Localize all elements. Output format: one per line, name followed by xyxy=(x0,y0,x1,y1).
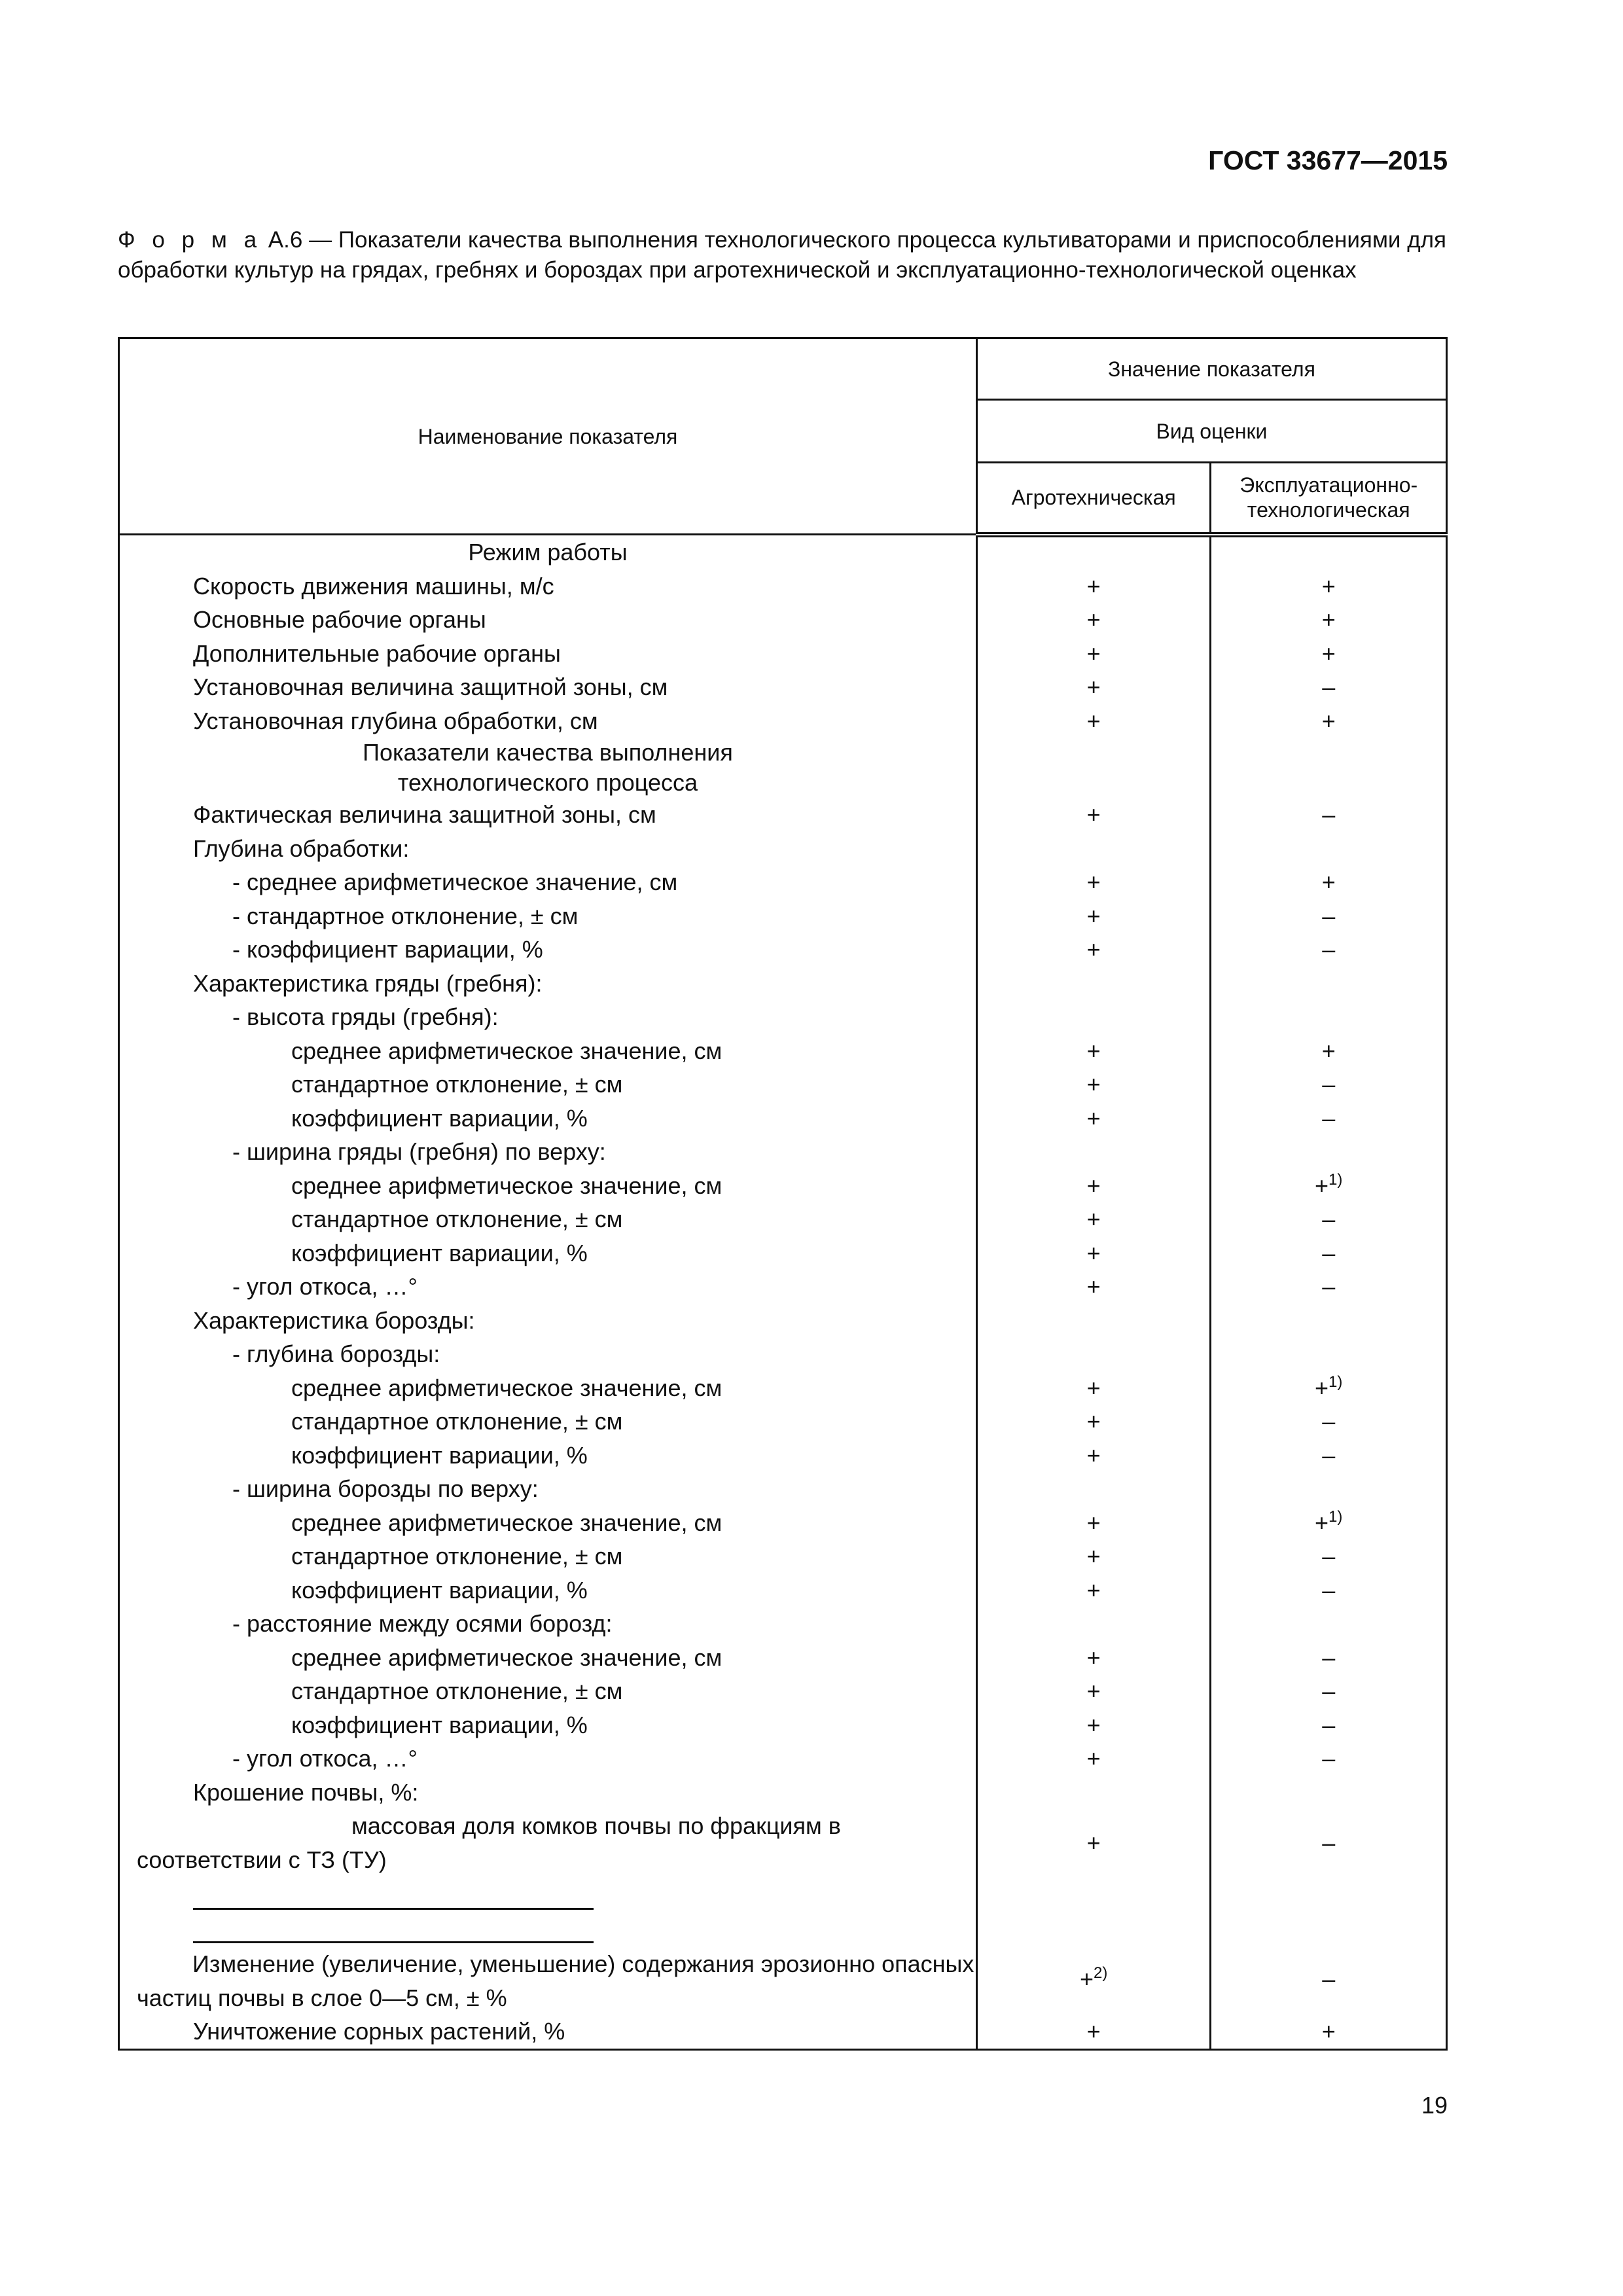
subgroup-label: - расстояние между осями борозд: xyxy=(119,1607,977,1641)
agro-value: + xyxy=(976,1439,1210,1473)
indicator-label: стандартное отклонение, ± см xyxy=(119,1539,977,1573)
expl-value xyxy=(1211,1337,1447,1371)
agro-value: + xyxy=(976,670,1210,704)
group-label: Крошение почвы, %: xyxy=(119,1776,977,1810)
agro-value: + xyxy=(976,1169,1210,1203)
agro-value: + xyxy=(976,1270,1210,1304)
expl-value: – xyxy=(1211,1202,1447,1236)
expl-value-with-note xyxy=(1211,1169,1447,1203)
footnote-mark: 1) xyxy=(1329,1507,1343,1526)
indicator-label: - среднее арифметическое значение, см xyxy=(119,865,977,899)
agro-value: + xyxy=(976,1742,1210,1776)
indicator-label: коэффициент вариации, % xyxy=(119,1236,977,1270)
group-label: Глубина обработки: xyxy=(119,832,977,866)
footnote-mark: 1) xyxy=(1329,1372,1343,1391)
expl-value: – xyxy=(1211,1809,1447,1876)
agro-value: + xyxy=(976,1202,1210,1236)
expl-value: + xyxy=(1211,569,1447,603)
indicator-label: стандартное отклонение, ± см xyxy=(119,1405,977,1439)
indicator-label: стандартное отклонение, ± см xyxy=(119,1202,977,1236)
agro-value xyxy=(976,738,1210,798)
indicator-label: среднее арифметическое значение, см xyxy=(119,1169,977,1203)
subgroup-label: - ширина борозды по верху: xyxy=(119,1472,977,1506)
indicator-label: среднее арифметическое значение, см xyxy=(119,1371,977,1405)
agro-value: + xyxy=(976,1067,1210,1102)
agro-value xyxy=(976,1776,1210,1810)
indicator-label: стандартное отклонение, ± см xyxy=(119,1067,977,1102)
blank-lines-cell xyxy=(119,1876,977,1943)
agro-blank xyxy=(976,1876,1210,1943)
section-title: Показатели качества выполнения технологического процесса xyxy=(119,738,977,798)
agro-value: + xyxy=(976,637,1210,671)
indicator-label: Изменение (увеличение, уменьшение) содержания эрозионно опасных частиц почвы в слое 0—5 см, ± % xyxy=(119,1943,977,2015)
expl-value xyxy=(1211,1607,1447,1641)
agro-value xyxy=(976,1472,1210,1506)
indicator-label: Установочная величина защитной зоны, см xyxy=(119,670,977,704)
standard-designation: ГОСТ 33677—2015 xyxy=(1208,145,1448,175)
expl-value: – xyxy=(1211,670,1447,704)
agro-value: + xyxy=(976,1809,1210,1876)
expl-blank xyxy=(1211,1876,1447,1943)
agro-value xyxy=(976,832,1210,866)
expl-value xyxy=(1211,1304,1447,1338)
agro-value: + xyxy=(976,1708,1210,1742)
indicator-label: - коэффициент вариации, % xyxy=(119,933,977,967)
indicator-label: среднее арифметическое значение, см xyxy=(119,1034,977,1068)
expl-value: – xyxy=(1211,1405,1447,1439)
expl-value-with-note xyxy=(1211,1506,1447,1540)
indicator-label: Установочная глубина обработки, см xyxy=(119,704,977,738)
expl-value: – xyxy=(1211,1742,1447,1776)
agro-value: + xyxy=(976,933,1210,967)
expl-value: – xyxy=(1211,1270,1447,1304)
form-caption xyxy=(118,225,1446,285)
header-operational: Эксплуатационно-технологическая xyxy=(1211,463,1447,535)
blank-line xyxy=(193,1876,594,1910)
expl-value: – xyxy=(1211,1439,1447,1473)
header-agrotechnical: Агротехническая xyxy=(976,463,1210,535)
header-value-group: Значение показателя xyxy=(976,338,1446,400)
expl-value xyxy=(1211,1000,1447,1034)
agro-value: + xyxy=(976,1539,1210,1573)
expl-value xyxy=(1211,832,1447,866)
expl-value xyxy=(1211,738,1447,798)
expl-value xyxy=(1211,1135,1447,1169)
footnote-mark: 2) xyxy=(1094,1964,1108,1982)
expl-value: – xyxy=(1211,1943,1447,2015)
indicator-label: Дополнительные рабочие органы xyxy=(119,637,977,671)
expl-value: + xyxy=(1315,1509,1329,1536)
expl-value: – xyxy=(1211,1067,1447,1102)
page-number: 19 xyxy=(1421,2092,1448,2119)
agro-value xyxy=(976,1000,1210,1034)
subgroup-label: - ширина гряды (гребня) по верху: xyxy=(119,1135,977,1169)
expl-value: – xyxy=(1211,1102,1447,1136)
indicator-label: - стандартное отклонение, ± см xyxy=(119,899,977,933)
section-title: Режим работы xyxy=(119,535,977,569)
expl-value: – xyxy=(1211,899,1447,933)
agro-value: + xyxy=(976,569,1210,603)
caption-prefix: Ф о р м а xyxy=(118,227,262,253)
header-indicator-name: Наименование показателя xyxy=(119,338,977,535)
expl-value: + xyxy=(1211,2015,1447,2049)
agro-value: + xyxy=(976,603,1210,637)
expl-value xyxy=(1211,967,1447,1001)
expl-value: + xyxy=(1211,1034,1447,1068)
agro-value-with-note xyxy=(976,1943,1210,2015)
agro-value: + xyxy=(976,1034,1210,1068)
indicator-label: среднее арифметическое значение, см xyxy=(119,1506,977,1540)
expl-value: – xyxy=(1211,1539,1447,1573)
agro-value: + xyxy=(1079,1965,1094,1992)
expl-value: – xyxy=(1211,798,1447,832)
agro-value xyxy=(976,535,1210,569)
indicator-label: Скорость движения машины, м/с xyxy=(119,569,977,603)
agro-value: + xyxy=(976,1641,1210,1675)
expl-value: – xyxy=(1211,1674,1447,1708)
indicator-label: коэффициент вариации, % xyxy=(119,1102,977,1136)
agro-value: + xyxy=(976,899,1210,933)
indicator-label: Уничтожение сорных растений, % xyxy=(119,2015,977,2049)
agro-value xyxy=(976,967,1210,1001)
subgroup-label: - глубина борозды: xyxy=(119,1337,977,1371)
indicator-label: массовая доля комков почвы по фракциям в соответствии с ТЗ (ТУ) xyxy=(119,1809,977,1876)
expl-value: + xyxy=(1211,704,1447,738)
blank-line xyxy=(193,1910,594,1943)
expl-value xyxy=(1211,1776,1447,1810)
agro-value: + xyxy=(976,2015,1210,2049)
indicator-label: - угол откоса, …° xyxy=(119,1742,977,1776)
quality-indicators-table xyxy=(118,337,1448,2051)
expl-value: – xyxy=(1211,1708,1447,1742)
indicator-label: коэффициент вариации, % xyxy=(119,1439,977,1473)
indicator-label: стандартное отклонение, ± см xyxy=(119,1674,977,1708)
expl-value xyxy=(1211,535,1447,569)
expl-value: – xyxy=(1211,1236,1447,1270)
expl-value: + xyxy=(1315,1172,1329,1199)
agro-value: + xyxy=(976,1371,1210,1405)
indicator-label: среднее арифметическое значение, см xyxy=(119,1641,977,1675)
agro-value: + xyxy=(976,1573,1210,1607)
indicator-label: Фактическая величина защитной зоны, см xyxy=(119,798,977,832)
indicator-label: коэффициент вариации, % xyxy=(119,1708,977,1742)
footnote-mark: 1) xyxy=(1329,1170,1343,1189)
expl-value: – xyxy=(1211,933,1447,967)
agro-value xyxy=(976,1337,1210,1371)
agro-value: + xyxy=(976,1236,1210,1270)
group-label: Характеристика борозды: xyxy=(119,1304,977,1338)
expl-value: – xyxy=(1211,1641,1447,1675)
header-assessment-group: Вид оценки xyxy=(976,400,1446,463)
agro-value: + xyxy=(976,1674,1210,1708)
agro-value: + xyxy=(976,865,1210,899)
indicator-label: Основные рабочие органы xyxy=(119,603,977,637)
indicator-label: коэффициент вариации, % xyxy=(119,1573,977,1607)
agro-value: + xyxy=(976,1102,1210,1136)
agro-value: + xyxy=(976,1506,1210,1540)
agro-value: + xyxy=(976,704,1210,738)
group-label: Характеристика гряды (гребня): xyxy=(119,967,977,1001)
agro-value xyxy=(976,1607,1210,1641)
indicator-label: - угол откоса, …° xyxy=(119,1270,977,1304)
agro-value xyxy=(976,1135,1210,1169)
agro-value: + xyxy=(976,1405,1210,1439)
caption-text: А.6 — Показатели качества выполнения технологического процесса культиваторами и приспособлениями для обработки культур на грядах, гребнях и бороздах при агротехнической и эксплуатационно-технологической оценках xyxy=(118,227,1446,283)
expl-value: – xyxy=(1211,1573,1447,1607)
agro-value xyxy=(976,1304,1210,1338)
expl-value: + xyxy=(1211,603,1447,637)
expl-value: + xyxy=(1315,1374,1329,1401)
expl-value: + xyxy=(1211,637,1447,671)
expl-value xyxy=(1211,1472,1447,1506)
agro-value: + xyxy=(976,798,1210,832)
subgroup-label: - высота гряды (гребня): xyxy=(119,1000,977,1034)
expl-value-with-note xyxy=(1211,1371,1447,1405)
expl-value: + xyxy=(1211,865,1447,899)
